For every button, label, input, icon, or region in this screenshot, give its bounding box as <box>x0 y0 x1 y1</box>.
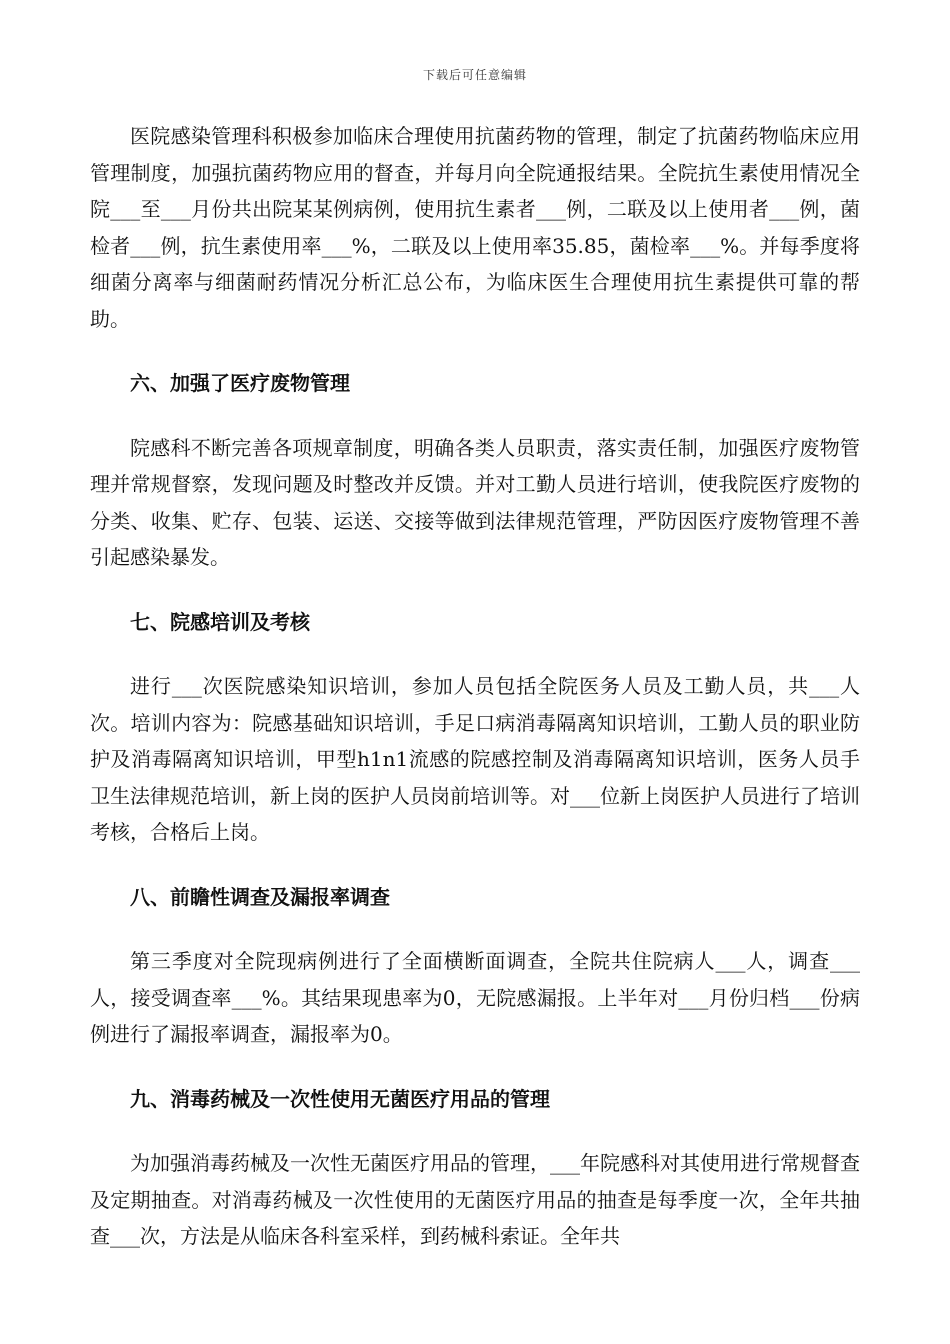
document-body <box>90 118 860 1255</box>
section-heading-survey: 八、前瞻性调查及漏报率调查 <box>130 884 390 909</box>
paragraph-training: 进行___次医院感染知识培训，参加人员包括全院医务人员及工勤人员，共___人次。培训内容为：院感基础知识培训，手足口病消毒隔离知识培训，工勤人员的职业防护及消毒隔离知识培训，甲型h1n1流感的院感控制及消毒隔离知识培训，医务人员手卫生法律规范培训，新上岗的医护人员岗前培训等。对___位新上岗医护人员进行了培训考核，合格后上岗。 <box>90 674 860 844</box>
section-heading-medical-waste: 六、加强了医疗废物管理 <box>130 371 350 395</box>
paragraph-antibiotics: 医院感染管理科积极参加临床合理使用抗菌药物的管理，制定了抗菌药物临床应用管理制度，加强抗菌药物应用的督查，并每月向全院通报结果。全院抗生素使用情况全院___至___月份共出院某某例病例，使用抗生素者___例，二联及以上使用者___例，菌检者___例，抗生素使用率___%，二联及以上使用率35.85，菌检率___%。并每季度将细菌分离率与细菌耐药情况分析汇总公布，为临床医生合理使用抗生素提供可靠的帮助。 <box>90 124 860 331</box>
paragraph-medical-waste: 院感科不断完善各项规章制度，明确各类人员职责，落实责任制，加强医疗废物管理并常规督察，发现问题及时整改并反馈。并对工勤人员进行培训，使我院医疗废物的分类、收集、贮存、包装、运送、交接等做到法律规范管理，严防因医疗废物管理不善引起感染暴发。 <box>90 435 860 569</box>
paragraph-disinfection: 为加强消毒药械及一次性无菌医疗用品的管理，___年院感科对其使用进行常规督查及定期抽查。对消毒药械及一次性使用的无菌医疗用品的抽查是每季度一次，全年共抽查___次，方法是从临床各科室采样，到药械科索证。全年共 <box>90 1151 860 1248</box>
page-header: 下载后可任意编辑 <box>422 68 527 82</box>
section-heading-disinfection: 九、消毒药械及一次性使用无菌医疗用品的管理 <box>130 1086 550 1111</box>
paragraph-survey: 第三季度对全院现病例进行了全面横断面调查，全院共住院病人___人，调查___人，接受调查率___%。其结果现患率为0，无院感漏报。上半年对___月份归档___份病例进行了漏报率调查，漏报率为0。 <box>90 949 860 1046</box>
section-heading-training: 七、院感培训及考核 <box>130 609 310 634</box>
